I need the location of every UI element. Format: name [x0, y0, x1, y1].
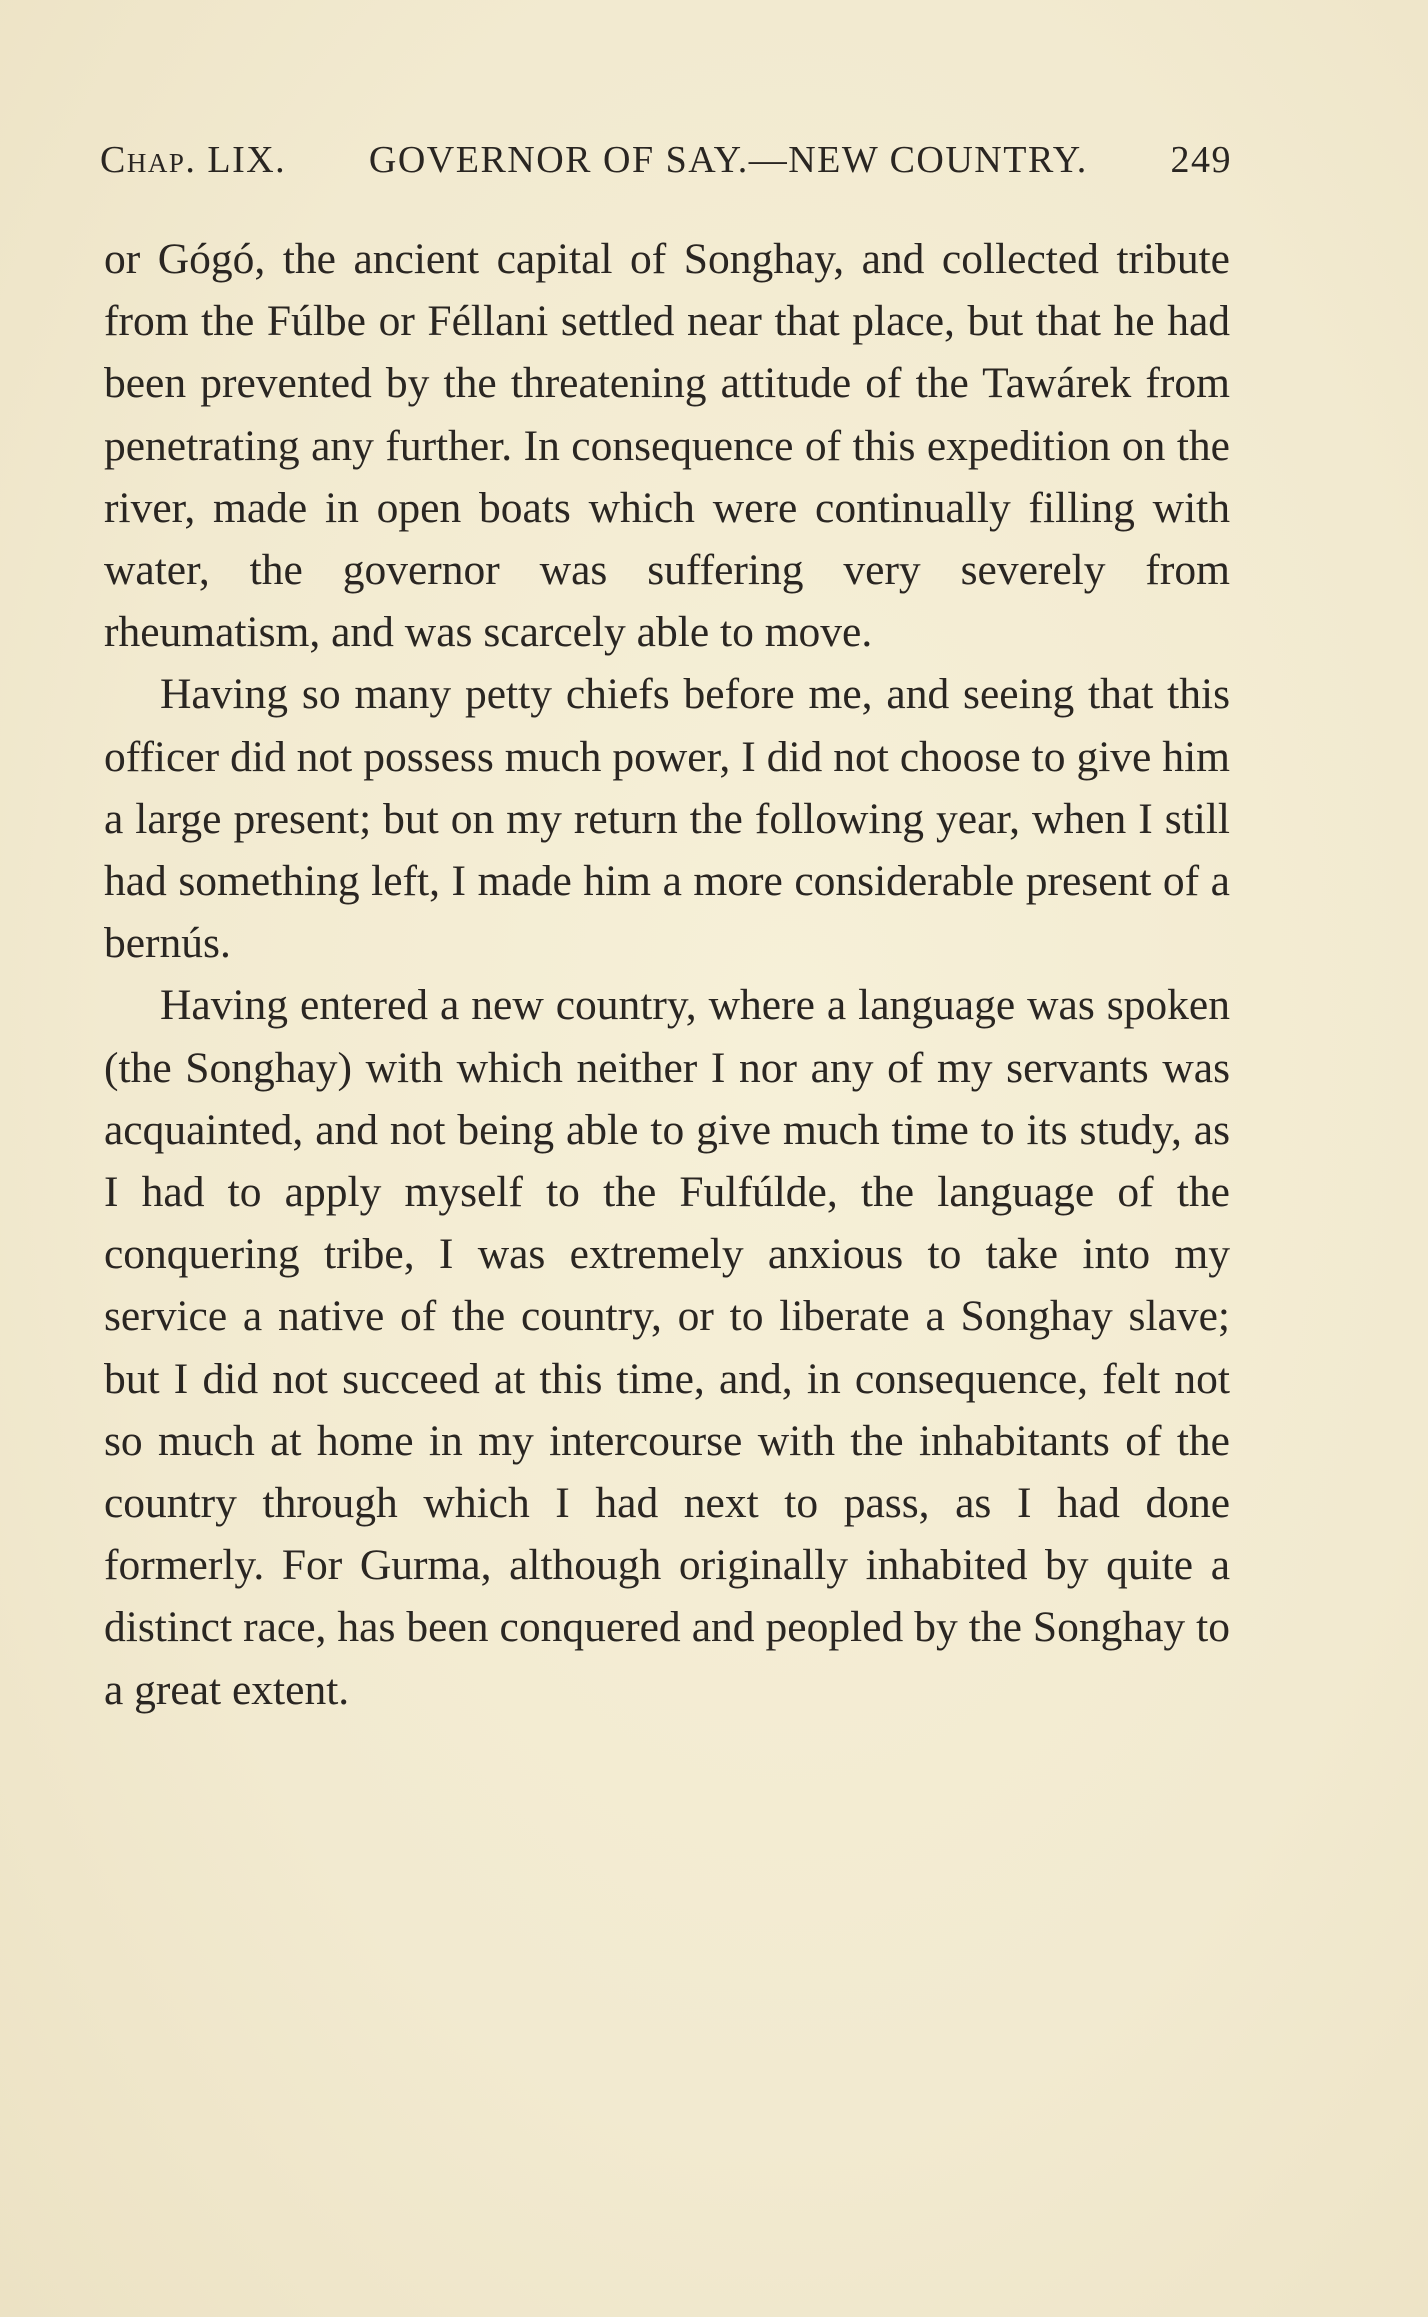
body-text: [104, 228, 1230, 1721]
chapter-label: Chap. LIX.: [100, 139, 287, 181]
paragraph-continuation: or Gógó, the ancient capital of Songhay, and collected tribute from the Fúlbe or Féllani settled near that place, but that he had been prevented by the threatening attitude of the Tawárek from penetrating any further. In consequence of this expedition on the river, made in open boats which were continually filling with water, the governor was suffering very severely from rheumatism, and was scarcely able to move.: [104, 235, 1230, 657]
running-head: [100, 138, 1232, 192]
paragraph-petty-chiefs: Having so many petty chiefs before me, and seeing that this officer did not possess much power, I did not choose to give him a large present; but on my return the following year, when I still had something left, I made him a more considerable present of a bernús.: [104, 670, 1230, 968]
paragraph-new-country: Having entered a new country, where a language was spoken (the Songhay) with which neither I nor any of my servants was acquainted, and not being able to give much time to its study, as I had to apply myself to the Fulfúlde, the language of the conquering tribe, I was extremely anxious to take into my service a native of the country, or to liberate a Songhay slave; but I did not succeed at this time, and, in consequence, felt not so much at home in my intercourse with the inhabitants of the country through which I had next to pass, as I had done formerly. For Gurma, although originally inhabited by quite a distinct race, has been conquered and peopled by the Songhay to a great extent.: [104, 981, 1230, 1714]
running-title: GOVERNOR OF SAY.—NEW COUNTRY.: [368, 139, 1088, 181]
page-number: 249: [1170, 139, 1232, 181]
